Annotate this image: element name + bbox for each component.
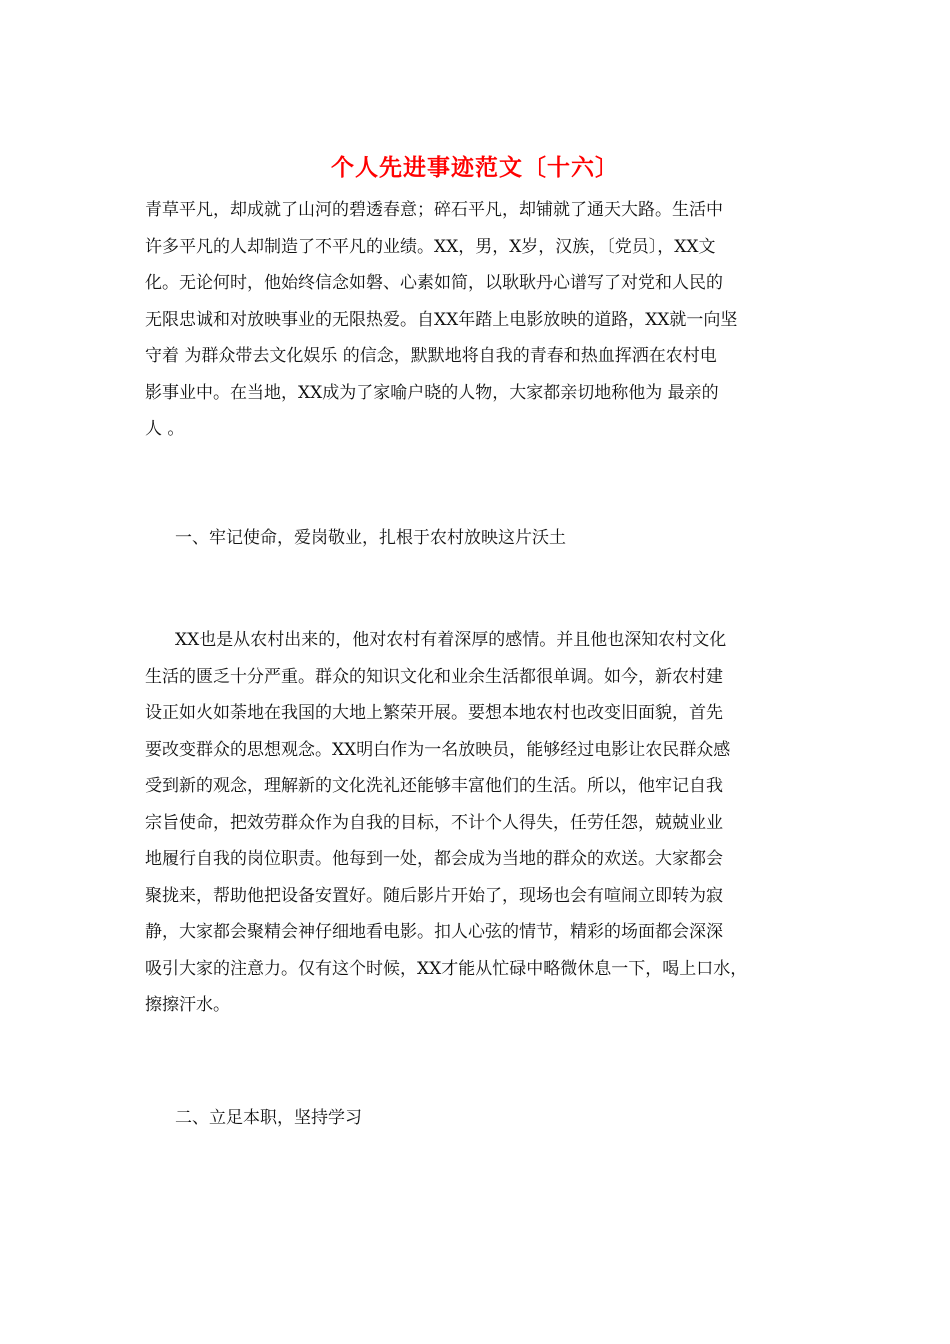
text-line: 吸引大家的注意力。仅有这个时候，XX才能从忙碌中略微休息一下，喝上口水，	[145, 958, 748, 979]
paragraph-intro	[145, 192, 810, 448]
text-line: 地履行自我的岗位职责。他每到一处，都会成为当地的群众的欢送。大家都会	[145, 849, 723, 869]
text-line: 守着 为群众带去文化娱乐 的信念，默默地将自我的青春和热血挥洒在农村电	[145, 346, 717, 366]
heading-text: 一、牢记使命，爱岗敬业，扎根于农村放映这片沃土	[175, 528, 566, 548]
text-line: 影事业中。在当地，XX成为了家喻户晓的人物，大家都亲切地称他为 最亲的	[145, 382, 719, 403]
text-line: 许多平凡的人却制造了不平凡的业绩。XX，男，X岁，汉族，〔党员〕，XX文	[145, 236, 716, 257]
heading-text: 二、立足本职，坚持学习	[175, 1108, 362, 1128]
text-line: 设正如火如荼地在我国的大地上繁荣开展。要想本地农村也改变旧面貌，首先	[145, 703, 723, 723]
text-line: 青草平凡，却成就了山河的碧透春意；碎石平凡，却铺就了通天大路。生活中	[145, 200, 723, 220]
text-line: 宗旨使命，把效劳群众作为自我的目标，不计个人得失，任劳任怨，兢兢业业	[145, 812, 723, 833]
text-line: 人 。	[145, 419, 185, 439]
text-line: 聚拢来，帮助他把设备安置好。随后影片开始了，现场也会有喧闹立即转为寂	[145, 885, 723, 906]
text-line: 生活的匮乏十分严重。群众的知识文化和业余生活都很单调。如今，新农村建	[145, 666, 723, 687]
document-title: 个人先进事迹范文〔十六〕	[331, 154, 619, 181]
paragraph-section-1	[145, 622, 810, 1024]
text-line: 要改变群众的思想观念。XX明白作为一名放映员，能够经过电影让农民群众感	[145, 739, 731, 760]
text-line: 化。无论何时，他始终信念如磐、心素如简，以耿耿丹心谱写了对党和人民的	[145, 273, 723, 293]
section-heading-1	[145, 520, 810, 557]
text-line: 无限忠诚和对放映事业的无限热爱。自XX年踏上电影放映的道路，XX就一向坚	[145, 309, 738, 330]
text-line: 受到新的观念，理解新的文化洗礼还能够丰富他们的生活。所以，他牢记自我	[145, 776, 723, 796]
text-line: 擦擦汗水。	[145, 995, 230, 1015]
section-heading-2	[145, 1100, 810, 1137]
text-line: 静，大家都会聚精会神仔细地看电影。扣人心弦的情节，精彩的场面都会深深	[145, 922, 723, 942]
text-line: XX也是从农村出来的，他对农村有着深厚的感情。并且他也深知农村文化	[175, 630, 727, 650]
